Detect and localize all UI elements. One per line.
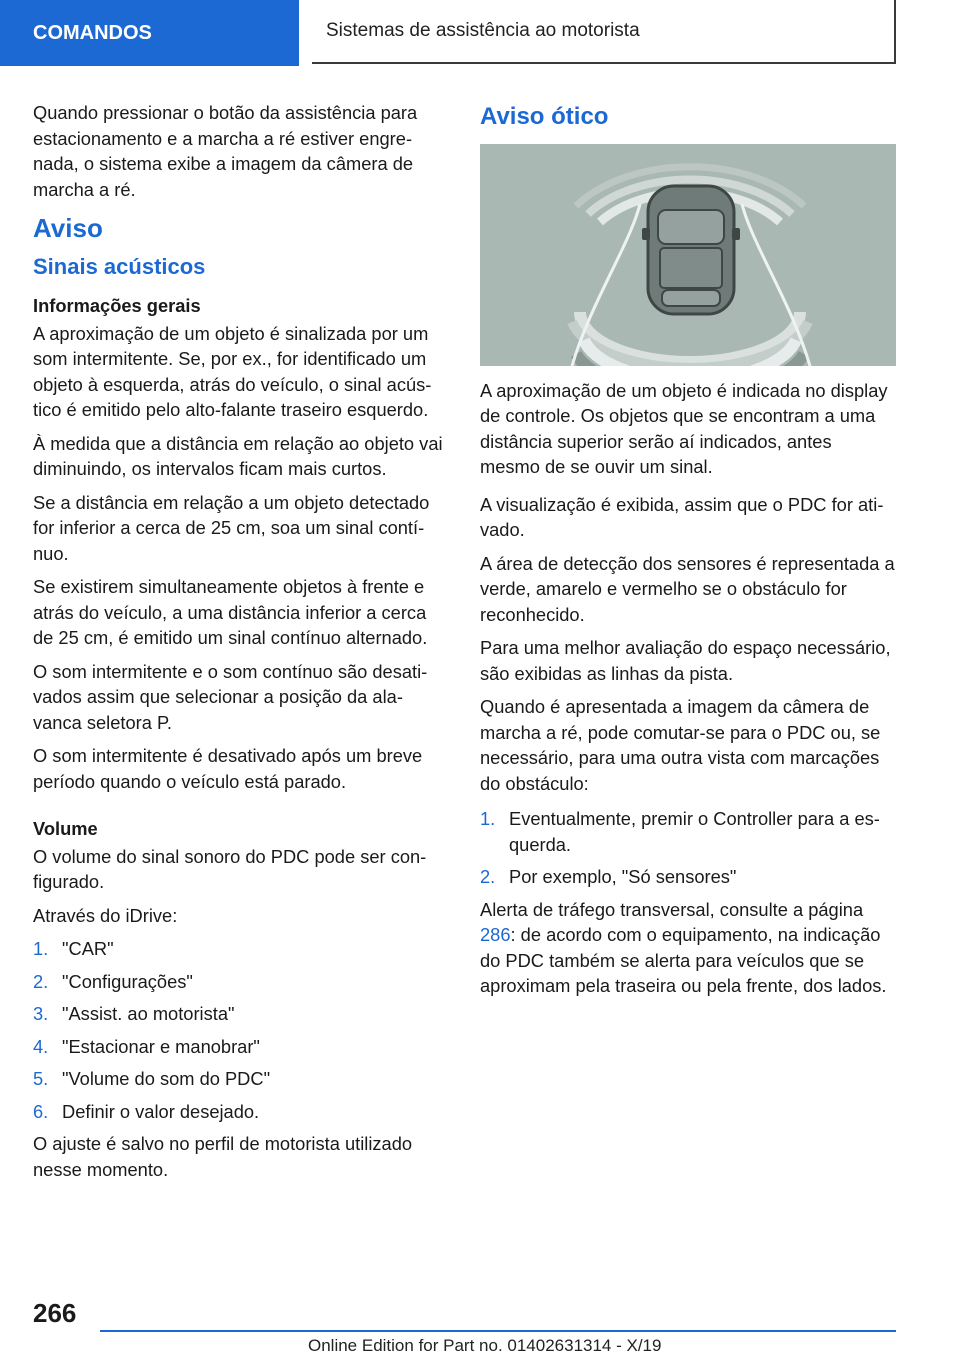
pdc-steps-list bbox=[480, 806, 896, 890]
paragraph: O volume do sinal sonoro do PDC pode ser configurado. bbox=[33, 845, 427, 892]
paragraph: O ajuste é salvo no perfil de motorista utilizado nesse momento. bbox=[33, 1133, 413, 1180]
list-item bbox=[33, 1034, 445, 1060]
step-number: 4. bbox=[33, 1035, 49, 1057]
step-number: 1. bbox=[33, 938, 49, 959]
paragraph: Através do iDrive: bbox=[33, 904, 178, 926]
paragraph: À medida que a distância em relação ao objeto vai diminuindo, os intervalos ficam mais curtos. bbox=[33, 432, 443, 479]
step-text: Eventualmente, premir o Controller para a esquerda. bbox=[509, 808, 880, 855]
page-reference-link[interactable]: 286 bbox=[480, 924, 511, 945]
paragraph: A aproximação de um objeto é sinalizada por um som intermitente. Se, por ex., for identificado um objeto à esquerda, atrás do veículo, o sinal acústico é emitido pelo alto-falante traseiro esquerdo. bbox=[33, 322, 432, 420]
section-tab bbox=[0, 0, 299, 66]
step-text: "CAR" bbox=[62, 938, 114, 959]
right-column bbox=[480, 100, 896, 1007]
step-number: 5. bbox=[33, 1068, 49, 1089]
footer-divider bbox=[100, 1330, 896, 1332]
list-item bbox=[33, 1066, 445, 1092]
paragraph: Para uma melhor avaliação do espaço necessário, são exibidas as linhas da pista. bbox=[480, 637, 891, 684]
paragraph bbox=[480, 897, 896, 999]
step-number: 3. bbox=[33, 1003, 49, 1024]
text: Alerta de tráfego transversal, consulte a página bbox=[480, 898, 864, 920]
intro-paragraph: Quando pressionar o botão da assistência para estacionamento e a marcha a ré estiver engrenada, o sistema exibe a imagem da câmera de marcha a ré. bbox=[33, 102, 418, 200]
page-number: 266 bbox=[33, 1298, 77, 1328]
section-title: COMANDOS bbox=[33, 21, 152, 44]
step-text: Por exemplo, "Só sensores" bbox=[509, 866, 737, 887]
heading-sinais-acusticos: Sinais acústicos bbox=[33, 253, 206, 279]
heading-volume: Volume bbox=[33, 818, 98, 839]
step-number: 2. bbox=[33, 970, 49, 992]
list-item bbox=[480, 806, 896, 857]
list-item bbox=[480, 864, 896, 890]
car-top-view bbox=[642, 186, 740, 314]
pdc-display-figure bbox=[480, 144, 896, 366]
paragraph: A aproximação de um objeto é indicada no display de controle. Os objetos que se encontram a uma distância superior serão aí indicados, antes mesmo de se ouvir um sinal. bbox=[480, 379, 888, 477]
step-text: "Volume do som do PDC" bbox=[62, 1068, 271, 1089]
step-number: 2. bbox=[480, 866, 496, 887]
list-item bbox=[33, 1099, 445, 1125]
step-text: Definir o valor desejado. bbox=[62, 1100, 260, 1122]
step-number: 1. bbox=[480, 808, 496, 829]
list-item bbox=[33, 936, 445, 962]
step-text: "Configurações" bbox=[62, 970, 193, 992]
heading-aviso: Aviso bbox=[33, 213, 103, 243]
list-item bbox=[33, 969, 445, 995]
heading-informacoes-gerais: Informações gerais bbox=[33, 295, 201, 316]
heading-aviso-otico: Aviso ótico bbox=[480, 103, 609, 130]
footer-edition: Online Edition for Part no. 01402631314 - X/19 bbox=[308, 1336, 662, 1355]
chapter-header bbox=[312, 0, 896, 64]
paragraph: Quando é apresentada a imagem da câmera de marcha a ré, pode comutar-se para o PDC ou, se necessário, para uma outra vista com marcações do obstáculo: bbox=[480, 696, 881, 794]
paragraph: Se a distância em relação a um objeto detectado for inferior a cerca de 25 cm, soa um sinal contínuo. bbox=[33, 491, 430, 564]
left-column bbox=[33, 100, 445, 1190]
paragraph: Se existirem simultaneamente objetos à frente e atrás do veículo, a uma distância inferior a cerca de 25 cm, é emitido um sinal contínuo alternado. bbox=[33, 576, 428, 648]
text: : de acordo com o equipamento, na indicação do PDC também se alerta para veículos que se aproximam pela traseira ou pela frente, dos lados. bbox=[480, 924, 887, 996]
pdc-car-illustration bbox=[480, 144, 896, 366]
paragraph: O som intermitente e o som contínuo são desativados assim que selecionar a posição da alavanca seletora P. bbox=[33, 660, 428, 733]
idrive-steps-list bbox=[33, 936, 445, 1124]
list-item bbox=[33, 1001, 445, 1027]
step-text: "Assist. ao motorista" bbox=[62, 1003, 235, 1024]
step-number: 6. bbox=[33, 1100, 49, 1122]
step-text: "Estacionar e manobrar" bbox=[62, 1035, 260, 1057]
paragraph: A visualização é exibida, assim que o PDC for ativado. bbox=[480, 493, 884, 540]
paragraph: A área de detecção dos sensores é representada a verde, amarelo e vermelho se o obstáculo for reconhecido. bbox=[480, 552, 895, 625]
paragraph: O som intermitente é desativado após um breve período quando o veículo está parado. bbox=[33, 745, 423, 792]
chapter-title: Sistemas de assistência ao motorista bbox=[326, 20, 640, 41]
